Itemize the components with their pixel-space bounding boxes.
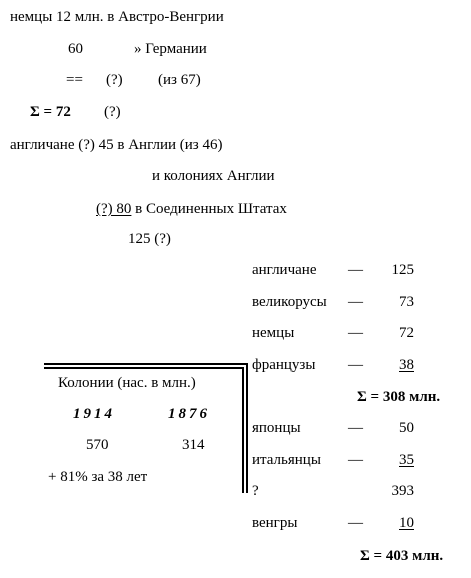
nation-row-name: венгры	[252, 514, 298, 531]
colonies-year-1914: 1914	[73, 406, 115, 422]
nation-row-name: ?	[252, 483, 259, 499]
nation-row-value: 125	[391, 262, 414, 278]
note-germany-label: » Германии	[134, 41, 207, 57]
nation-row-dash: —	[348, 451, 363, 468]
note-question-mark: (?)	[106, 72, 123, 88]
nation-row-value: 10	[399, 514, 414, 531]
nation-row-name: англичане	[252, 262, 317, 278]
colonies-box-top-rule	[44, 363, 248, 365]
nation-row-dash: —	[348, 356, 363, 373]
note-total-125: 125 (?)	[128, 231, 171, 247]
colonies-title: Колонии (нас. в млн.)	[58, 375, 196, 391]
note-english-colonies: и колониях Англии	[152, 168, 275, 184]
nation-row-name: немцы	[252, 325, 295, 341]
nation-row-name: великорусы	[252, 293, 327, 310]
note-of-67: (из 67)	[158, 72, 201, 88]
colonies-box-right-rule-inner	[242, 367, 244, 493]
nation-row-dash: —	[348, 420, 363, 436]
nation-row-value: 35	[399, 451, 414, 468]
colonies-growth: + 81% за 38 лет	[48, 469, 148, 485]
colonies-box-top-rule-inner	[44, 367, 244, 369]
nation-row-dash: —	[348, 262, 363, 278]
note-us-number: (?) 80	[96, 201, 132, 217]
note-germany-number: 60	[68, 41, 83, 57]
colonies-year-1876: 1876	[168, 406, 210, 422]
note-sum-question: (?)	[104, 104, 121, 120]
sum-308: Σ = 308 млн.	[357, 389, 441, 405]
nation-row-value: 38	[399, 356, 414, 373]
note-line-austria: немцы 12 млн. в Австро-Венгрии	[10, 9, 224, 25]
nation-row-name: японцы	[252, 420, 301, 436]
note-equals-marks: ==	[66, 72, 83, 88]
note-english-england: англичане (?) 45 в Англии (из 46)	[10, 137, 223, 153]
note-sum-72: Σ = 72	[30, 104, 71, 120]
colonies-value-1876: 314	[182, 437, 205, 453]
nation-row-value: 50	[399, 420, 414, 436]
nation-row-dash: —	[348, 514, 363, 531]
note-us-line	[96, 200, 287, 218]
nation-row-value: 73	[399, 293, 414, 310]
nation-row-name: итальянцы	[252, 451, 321, 468]
nation-row-dash: —	[348, 325, 363, 341]
sum-403: Σ = 403 млн.	[360, 548, 444, 564]
nation-row-name: французы	[252, 356, 316, 373]
colonies-box-right-rule	[246, 363, 248, 493]
nation-row-dash: —	[348, 293, 363, 310]
nation-row-value: 393	[391, 483, 414, 499]
colonies-value-1914: 570	[86, 437, 109, 453]
nation-row-value: 72	[399, 325, 414, 341]
note-us-label: в Соединенных Штатах	[131, 201, 287, 217]
